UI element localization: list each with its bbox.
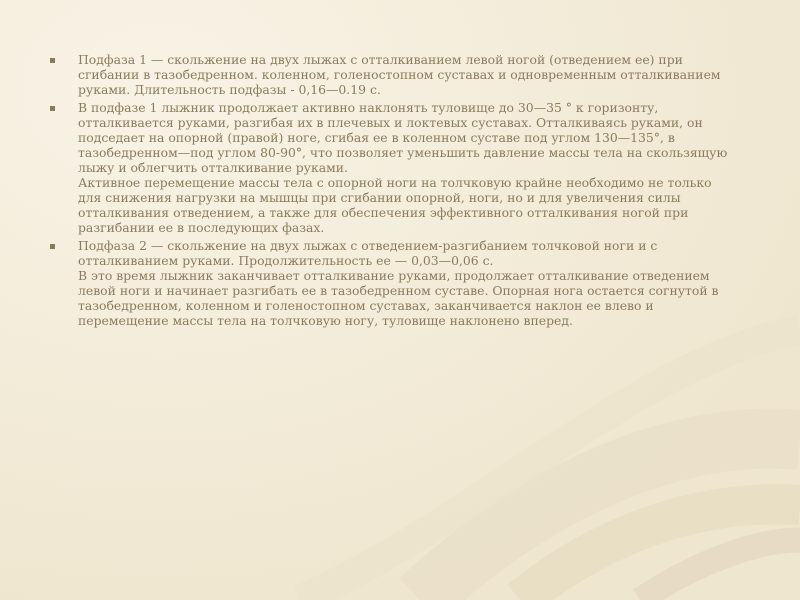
bullet-paragraph: В это время лыжник заканчивает отталкивание руками, продолжает отталкивание отведением левой ноги и начинает разгибать ее в тазобедренном суставе. Опорная нога остается согнутой в тазобедренном, коленном и голеностопном суставах, заканчивается наклон ее влево и перемещение массы тела на толчковую ногу, туловище наклонено вперед.	[78, 268, 719, 328]
bullet-paragraph: В подфазе 1 лыжник продолжает активно наклонять туловище до 30—35 ° к горизонту, отталкивается руками, разгибая их в плечевых и локтевых суставах. Отталкиваясь руками, он подседает на опорной (правой) ноге, сгибая ее в коленном суставе под углом 130—135°, в тазобедренном—под углом 80-90°, что позволяет уменьшить давление массы тела на скользящую лыжу и облегчить отталкивание руками.	[78, 100, 728, 175]
square-bullet-icon	[50, 106, 55, 111]
bullet-paragraph: Активное перемещение массы тела с опорной ноги на толчковую крайне необходимо не только для снижения нагрузки на мышцы при сгибании опорной, ноги, но и для увеличения силы отталкивания отведением, а также для обеспечения эффективного отталкивания ногой при разгибании ее в последующих фазах.	[78, 175, 712, 235]
slide-content	[50, 52, 730, 331]
square-bullet-icon	[50, 58, 55, 63]
bullet-item	[50, 52, 730, 97]
bullet-item	[50, 238, 730, 328]
bullet-paragraph: Подфаза 2 — скольжение на двух лыжах с отведением-разгибанием толчковой ноги и с отталкиванием руками. Продолжительность ее — 0,03—0,06 с.	[78, 238, 658, 268]
bullet-item	[50, 100, 730, 235]
bullet-paragraph: Подфаза 1 — скольжение на двух лыжах с отталкиванием левой ногой (отведением ее) при сгибании в тазобедренном. коленном, голеностопном суставах и одновременным отталкиванием руками. Длительность подфазы - 0,16—0.19 с.	[78, 52, 721, 97]
square-bullet-icon	[50, 244, 55, 249]
